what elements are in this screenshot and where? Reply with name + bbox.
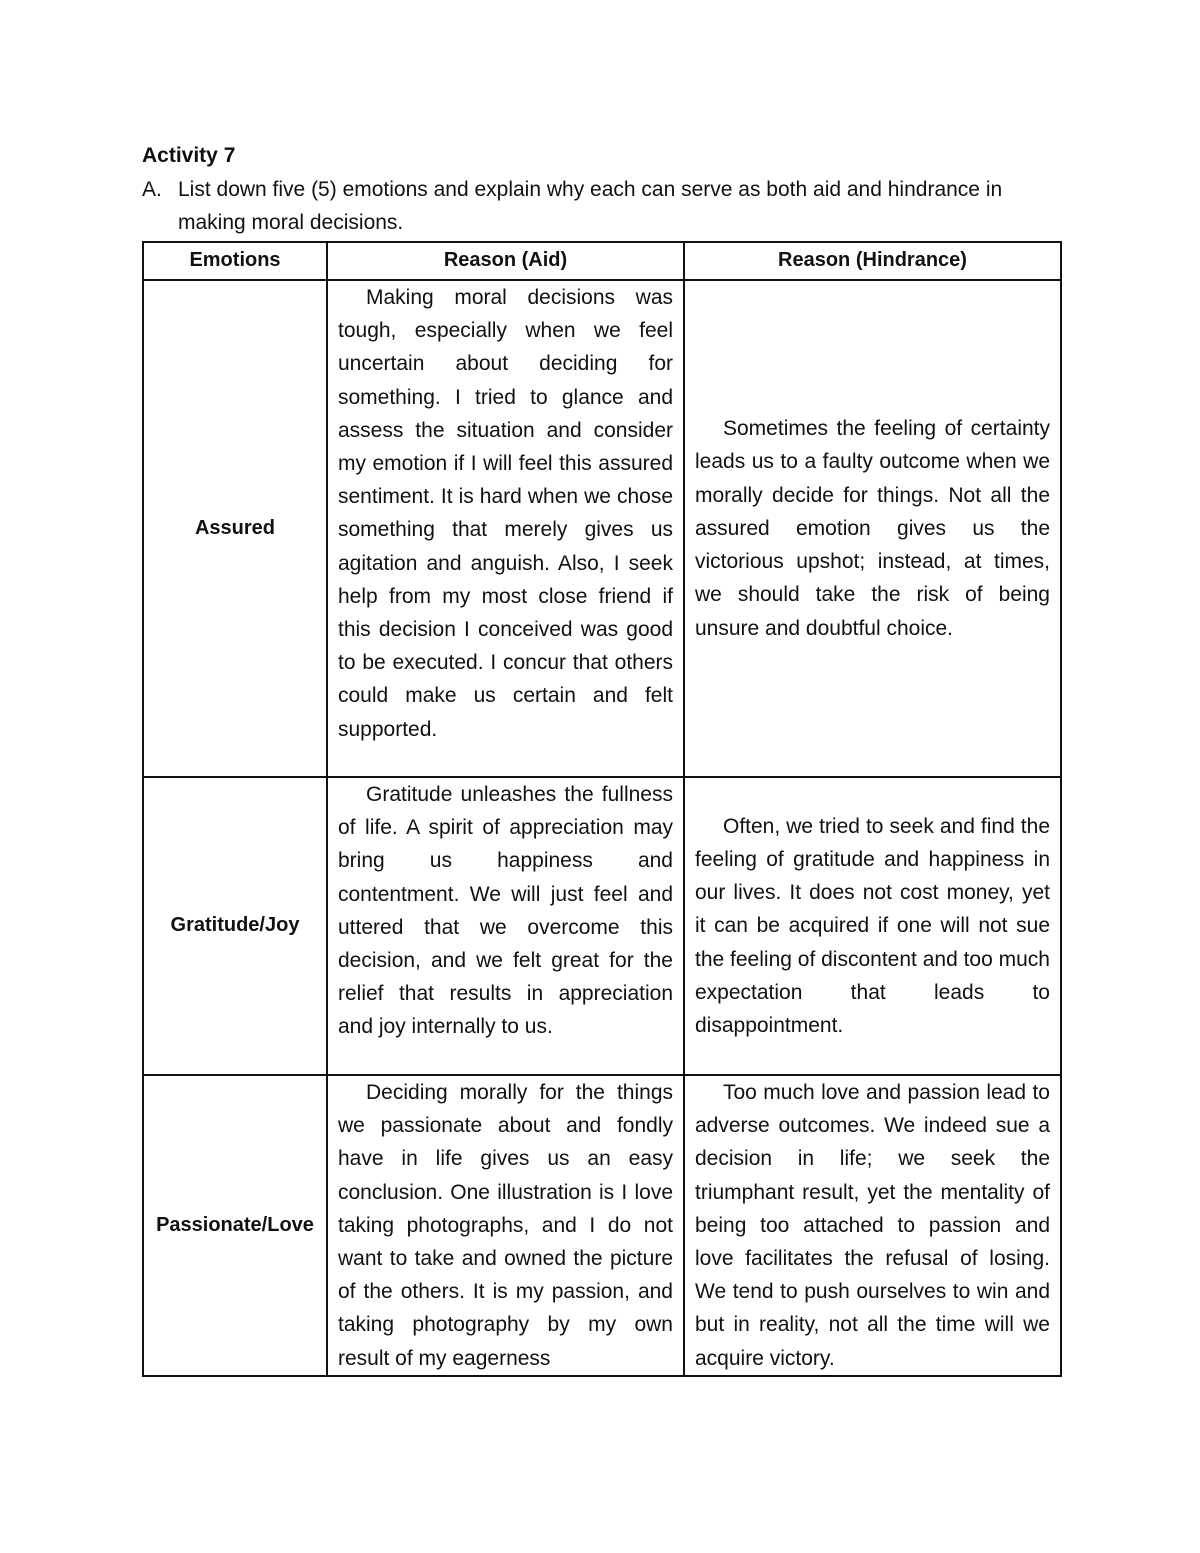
instruction-marker: A.: [142, 178, 162, 201]
emotion-cell: Passionate/Love: [143, 1075, 327, 1376]
emotion-cell: Gratitude/Joy: [143, 777, 327, 1075]
emotions-table: [142, 241, 1062, 1377]
table-row: [143, 280, 1061, 777]
hindrance-cell: Sometimes the feeling of certainty leads us to a faulty outcome when we morally decide for things. Not all the assured emotion gives us the victorious upshot; instead, at times, we should take the risk of being unsure and doubtful choice.: [684, 280, 1061, 777]
table-header-row: [143, 242, 1061, 280]
header-emotions: Emotions: [143, 242, 327, 280]
hindrance-cell: Often, we tried to seek and find the feeling of gratitude and happiness in our lives. It does not cost money, yet it can be acquired if one will not sue the feeling of discontent and too much expectation that leads to disappointment.: [684, 777, 1061, 1075]
emotion-cell: Assured: [143, 280, 327, 777]
instruction-text: List down five (5) emotions and explain why each can serve as both aid and hindrance in making moral decisions.: [178, 178, 1003, 234]
aid-cell: Deciding morally for the things we passionate about and fondly have in life gives us an easy conclusion. One illustration is I love taking photographs, and I do not want to take and owned the picture of the others. It is my passion, and taking photography by my own result of my eagerness: [327, 1075, 684, 1376]
hindrance-cell: Too much love and passion lead to adverse outcomes. We indeed sue a decision in life; we seek the triumphant result, yet the mentality of being too attached to passion and love facilitates the refusal of losing. We tend to push ourselves to win and but in reality, not all the time will we acquire victory.: [684, 1075, 1061, 1376]
activity-title: Activity 7: [142, 144, 236, 167]
aid-cell: Making moral decisions was tough, especially when we feel uncertain about deciding for something. I tried to glance and assess the situation and consider my emotion if I will feel this assured sentiment. It is hard when we chose something that merely gives us agitation and anguish. Also, I seek help from my most close friend if this decision I conceived was good to be executed. I concur that others could make us certain and felt supported.: [327, 280, 684, 777]
header-reason-aid: Reason (Aid): [327, 242, 684, 280]
table-row: [143, 777, 1061, 1075]
table-row: [143, 1075, 1061, 1376]
instruction: [142, 173, 1067, 239]
header-reason-hindrance: Reason (Hindrance): [684, 242, 1061, 280]
aid-cell: Gratitude unleashes the fullness of life. A spirit of appreciation may bring us happiness and contentment. We will just feel and uttered that we overcome this decision, and we felt great for the relief that results in appreciation and joy internally to us.: [327, 777, 684, 1075]
